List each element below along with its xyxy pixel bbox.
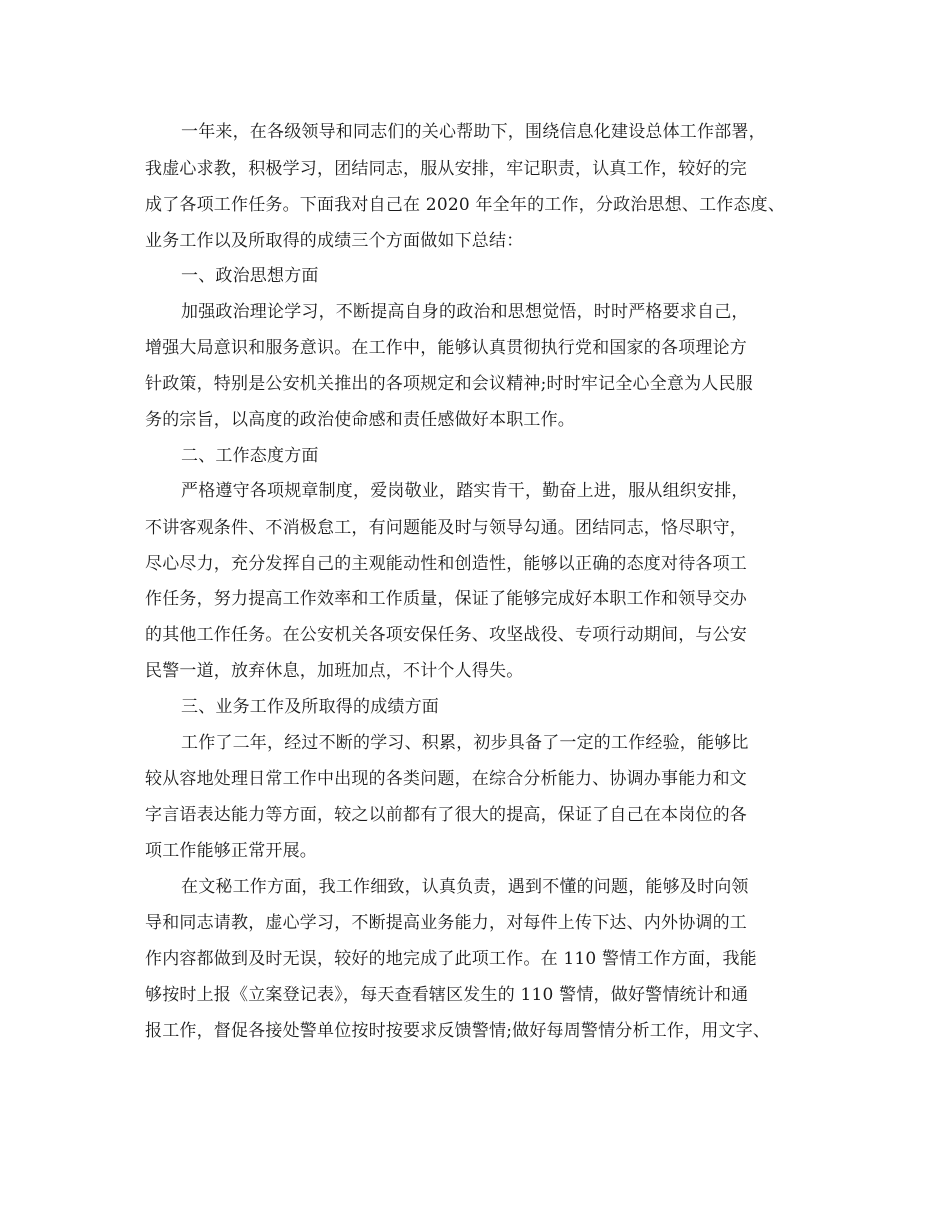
text-line: 字言语表达能力等方面，较之以前都有了很大的提高，保证了自己在本岗位的各	[145, 805, 747, 825]
text-line: 作内容都做到及时无误，较好的地完成了此项工作。在 110 警情工作方面，我能	[145, 949, 757, 969]
text-line: 不讲客观条件、不消极怠工，有问题能及时与领导勾通。团结同志，恪尽职守，	[145, 518, 747, 538]
text-line: 针政策，特别是公安机关推出的各项规定和会议精神;时时牢记全心全意为人民服	[145, 374, 753, 394]
text-line: 成了各项工作任务。下面我对自己在 2020 年全年的工作，分政治思想、工作态度、	[145, 195, 786, 215]
text-line: 尽心尽力，充分发挥自己的主观能动性和创造性，能够以正确的态度对待各项工	[145, 554, 747, 574]
text-line: 作任务，努力提高工作效率和工作质量，保证了能够完成好本职工作和领导交办	[145, 589, 747, 609]
text-line: 导和同志请教，虚心学习，不断提高业务能力，对每件上传下达、内外协调的工	[145, 913, 747, 933]
text-line: 够按时上报《立案登记表》，每天查看辖区发生的 110 警情，做好警情统计和通	[145, 985, 749, 1005]
section-heading: 三、业务工作及所取得的成绩方面	[181, 697, 439, 717]
text-line: 的其他工作任务。在公安机关各项安保任务、攻坚战役、专项行动期间，与公安	[145, 625, 747, 645]
text-line: 务的宗旨，以高度的政治使命感和责任感做好本职工作。	[145, 410, 575, 430]
text-line: 一年来，在各级领导和同志们的关心帮助下，围绕信息化建设总体工作部署，	[181, 122, 766, 142]
text-line: 我虚心求教，积极学习，团结同志，服从安排，牢记职责，认真工作，较好的完	[145, 159, 747, 179]
text-line: 严格遵守各项规章制度，爱岗敬业，踏实肯干，勤奋上进，服从组织安排，	[181, 481, 749, 501]
text-line: 加强政治理论学习，不断提高自身的政治和思想觉悟，时时严格要求自己，	[181, 302, 749, 322]
text-line: 项工作能够正常开展。	[145, 841, 317, 861]
text-line: 工作了二年，经过不断的学习、积累，初步具备了一定的工作经验，能够比	[181, 733, 749, 753]
text-line: 增强大局意识和服务意识。在工作中，能够认真贯彻执行党和国家的各项理论方	[145, 338, 747, 358]
text-line: 业务工作以及所取得的成绩三个方面做如下总结：	[145, 231, 524, 251]
section-heading: 一、政治思想方面	[181, 266, 319, 286]
text-line: 报工作，督促各接处警单位按时按要求反馈警情;做好每周警情分析工作，用文字、	[145, 1021, 771, 1041]
section-heading: 二、工作态度方面	[181, 446, 319, 466]
text-line: 较从容地处理日常工作中出现的各类问题，在综合分析能力、协调办事能力和文	[145, 769, 747, 789]
text-line: 民警一道，放弃休息，加班加点，不计个人得失。	[145, 661, 524, 681]
text-line: 在文秘工作方面，我工作细致，认真负责，遇到不懂的问题，能够及时向领	[181, 877, 749, 897]
